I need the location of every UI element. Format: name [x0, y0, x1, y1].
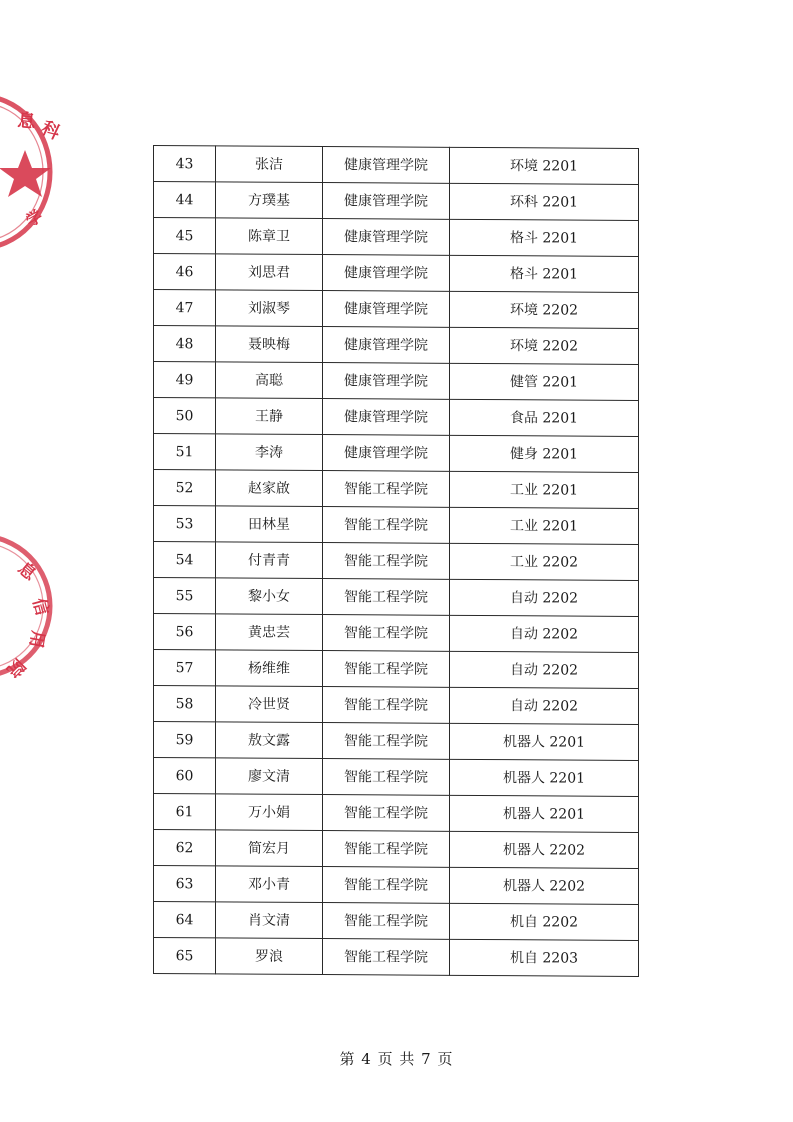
table-row [154, 542, 639, 581]
cell-number: 53 [154, 506, 216, 542]
cell-class: 自动 2202 [450, 651, 639, 688]
svg-text:院: 院 [2, 654, 29, 681]
cell-college: 智能工程学院 [323, 507, 450, 544]
table-row [154, 794, 639, 833]
table-row [154, 866, 639, 905]
cell-class: 机自 2203 [450, 939, 639, 976]
cell-class: 环科 2201 [450, 183, 639, 220]
table-row [154, 470, 639, 509]
table-row [154, 938, 639, 977]
table-row [154, 686, 639, 725]
cell-number: 48 [154, 326, 216, 362]
cell-number: 63 [154, 866, 216, 902]
cell-number: 55 [154, 578, 216, 614]
cell-class: 机器人 2202 [450, 867, 639, 904]
cell-name: 罗浪 [216, 938, 323, 975]
table-row [154, 902, 639, 941]
table-row [154, 362, 639, 401]
cell-class: 工业 2201 [450, 507, 639, 544]
cell-name: 高聪 [216, 362, 323, 399]
cell-class: 健身 2201 [450, 435, 639, 472]
page-middle: 页 共 [377, 1050, 416, 1068]
table-row [154, 830, 639, 869]
cell-name: 简宏月 [216, 830, 323, 867]
cell-number: 52 [154, 470, 216, 506]
cell-number: 59 [154, 722, 216, 758]
cell-class: 自动 2202 [450, 579, 639, 616]
table-row [154, 614, 639, 653]
cell-college: 健康管理学院 [323, 399, 450, 436]
cell-class: 机自 2202 [450, 903, 639, 940]
page-prefix: 第 [339, 1050, 356, 1068]
official-seal-bottom [0, 530, 55, 682]
cell-name: 廖文清 [216, 758, 323, 795]
cell-name: 黄忠芸 [216, 614, 323, 651]
cell-class: 自动 2202 [450, 687, 639, 724]
cell-name: 冷世贤 [216, 686, 323, 723]
svg-text:息: 息 [13, 558, 40, 585]
table-row [154, 146, 639, 185]
cell-name: 方璞基 [216, 182, 323, 219]
cell-college: 智能工程学院 [323, 471, 450, 508]
cell-name: 赵家啟 [216, 470, 323, 507]
cell-college: 健康管理学院 [323, 291, 450, 328]
cell-name: 杨维维 [216, 650, 323, 687]
table-row [154, 578, 639, 617]
svg-text:科: 科 [37, 117, 64, 145]
cell-class: 机器人 2201 [450, 795, 639, 832]
cell-college: 智能工程学院 [323, 687, 450, 724]
cell-college: 健康管理学院 [323, 435, 450, 472]
cell-number: 65 [154, 938, 216, 974]
cell-name: 王静 [216, 398, 323, 435]
table-row [154, 758, 639, 797]
cell-name: 陈章卫 [216, 218, 323, 255]
cell-name: 田林星 [216, 506, 323, 543]
cell-college: 健康管理学院 [323, 363, 450, 400]
cell-class: 食品 2201 [450, 399, 639, 436]
cell-college: 健康管理学院 [323, 327, 450, 364]
cell-college: 智能工程学院 [323, 903, 450, 940]
cell-name: 刘淑琴 [216, 290, 323, 327]
cell-college: 智能工程学院 [323, 795, 450, 832]
cell-class: 机器人 2201 [450, 723, 639, 760]
cell-name: 付青青 [216, 542, 323, 579]
cell-number: 50 [154, 398, 216, 434]
cell-college: 智能工程学院 [323, 651, 450, 688]
cell-class: 机器人 2202 [450, 831, 639, 868]
svg-text:用: 用 [25, 629, 48, 650]
cell-college: 智能工程学院 [323, 831, 450, 868]
cell-college: 智能工程学院 [323, 543, 450, 580]
cell-number: 51 [154, 434, 216, 470]
cell-college: 健康管理学院 [323, 219, 450, 256]
svg-text:学: 学 [22, 206, 46, 231]
cell-name: 张洁 [216, 146, 323, 183]
svg-text:信: 信 [28, 596, 52, 618]
table-row [154, 254, 639, 293]
cell-number: 44 [154, 182, 216, 218]
table-row [154, 182, 639, 221]
table-row [154, 722, 639, 761]
student-roster-table [153, 145, 639, 977]
table-row [154, 326, 639, 365]
cell-number: 64 [154, 902, 216, 938]
cell-number: 47 [154, 290, 216, 326]
cell-college: 智能工程学院 [323, 759, 450, 796]
cell-class: 自动 2202 [450, 615, 639, 652]
cell-class: 环境 2202 [450, 327, 639, 364]
table-row [154, 218, 639, 257]
cell-number: 60 [154, 758, 216, 794]
cell-number: 49 [154, 362, 216, 398]
page-number: 4 [361, 1050, 372, 1068]
page-total: 7 [421, 1050, 432, 1068]
cell-number: 62 [154, 830, 216, 866]
cell-name: 黎小女 [216, 578, 323, 615]
cell-college: 健康管理学院 [323, 183, 450, 220]
svg-text:息: 息 [16, 110, 37, 133]
cell-class: 格斗 2201 [450, 255, 639, 292]
table-row [154, 398, 639, 437]
cell-name: 万小娟 [216, 794, 323, 831]
cell-name: 聂映梅 [216, 326, 323, 363]
cell-college: 智能工程学院 [323, 723, 450, 760]
cell-college: 健康管理学院 [323, 147, 450, 184]
cell-name: 敖文露 [216, 722, 323, 759]
cell-number: 46 [154, 254, 216, 290]
cell-name: 肖文清 [216, 902, 323, 939]
cell-number: 54 [154, 542, 216, 578]
table-row [154, 434, 639, 473]
cell-number: 45 [154, 218, 216, 254]
page-footer [0, 1048, 793, 1069]
cell-number: 56 [154, 614, 216, 650]
cell-class: 工业 2202 [450, 543, 639, 580]
official-seal-top [0, 92, 64, 252]
cell-class: 环境 2202 [450, 291, 639, 328]
cell-number: 61 [154, 794, 216, 830]
cell-number: 43 [154, 146, 216, 182]
table-row [154, 650, 639, 689]
cell-name: 李涛 [216, 434, 323, 471]
cell-class: 健管 2201 [450, 363, 639, 400]
page-suffix: 页 [437, 1050, 454, 1068]
roster-table-body [154, 146, 639, 977]
cell-name: 刘思君 [216, 254, 323, 291]
cell-class: 工业 2201 [450, 471, 639, 508]
table-row [154, 290, 639, 329]
cell-number: 57 [154, 650, 216, 686]
cell-name: 邓小青 [216, 866, 323, 903]
cell-college: 智能工程学院 [323, 615, 450, 652]
cell-college: 健康管理学院 [323, 255, 450, 292]
cell-class: 机器人 2201 [450, 759, 639, 796]
cell-college: 智能工程学院 [323, 867, 450, 904]
cell-college: 智能工程学院 [323, 579, 450, 616]
cell-number: 58 [154, 686, 216, 722]
cell-college: 智能工程学院 [323, 939, 450, 976]
cell-class: 格斗 2201 [450, 219, 639, 256]
seal-star-icon [0, 150, 51, 197]
table-row [154, 506, 639, 545]
cell-class: 环境 2201 [450, 147, 639, 184]
